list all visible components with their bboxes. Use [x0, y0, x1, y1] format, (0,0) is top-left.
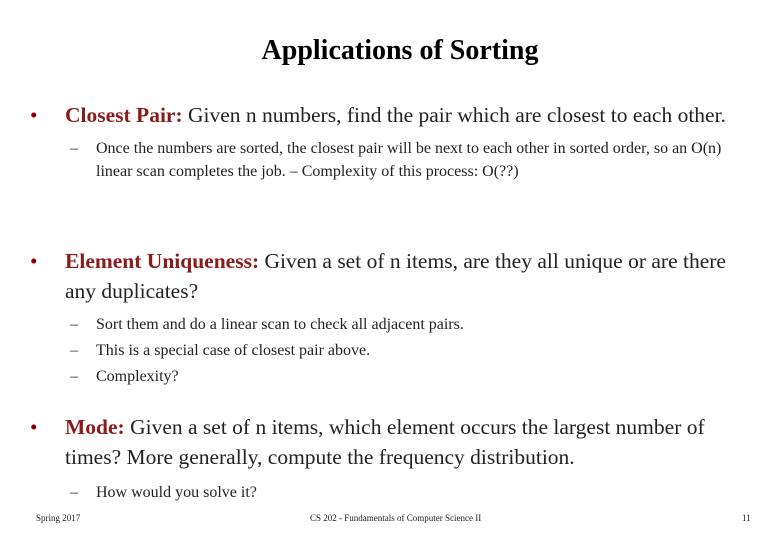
footer-date: Spring 2017: [36, 513, 81, 523]
bullet-marker: •: [30, 249, 38, 273]
footer-course: CS 202 - Fundamentals of Computer Science II: [310, 513, 482, 523]
sub-item-text: Sort them and do a linear scan to check all adjacent pairs.: [96, 316, 464, 333]
sub-marker: –: [70, 368, 78, 385]
bullet-marker: •: [30, 103, 38, 127]
sub-list: [30, 312, 758, 390]
sub-item: [30, 364, 758, 390]
bullet-main: [30, 100, 758, 130]
slide-title: Applications of Sorting: [261, 35, 539, 66]
sub-item-text: How would you solve it?: [96, 484, 257, 501]
bullet-term: Mode:: [65, 415, 125, 439]
sub-marker: –: [70, 316, 78, 333]
sub-marker: –: [70, 342, 78, 359]
bullet-term: Element Uniqueness:: [65, 249, 260, 273]
bullet-text: Given a set of n items, are they all unique or are there any duplicates?: [65, 249, 726, 303]
bullet-element-uniqueness: [30, 246, 758, 390]
sub-item-text: Once the numbers are sorted, the closest pair will be next to each other in sorted order, so an O(n) linear scan completes the job. – Complexity of this process: O(??): [96, 140, 722, 180]
sub-item: [30, 480, 758, 506]
sub-list: [30, 480, 758, 506]
sub-item-text: Complexity?: [96, 368, 179, 385]
sub-list: [30, 137, 758, 183]
bullet-closest-pair: [30, 100, 758, 183]
bullet-mode: [30, 412, 758, 506]
sub-item-text: This is a special case of closest pair above.: [96, 342, 371, 359]
sub-item: [30, 312, 758, 338]
bullet-text: Given a set of n items, which element occurs the largest number of times? More generally, compute the frequency distribution.: [65, 415, 705, 469]
footer-page-number: 11: [742, 513, 751, 523]
bullet-marker: •: [30, 415, 38, 439]
sub-marker: –: [70, 484, 78, 501]
bullet-text: Given n numbers, find the pair which are closest to each other.: [188, 103, 726, 127]
bullet-main: [30, 412, 758, 472]
sub-item: [30, 338, 758, 364]
bullet-main: [30, 246, 758, 306]
bullet-term: Closest Pair:: [65, 103, 183, 127]
sub-item: [30, 137, 758, 183]
sub-marker: –: [70, 140, 78, 157]
